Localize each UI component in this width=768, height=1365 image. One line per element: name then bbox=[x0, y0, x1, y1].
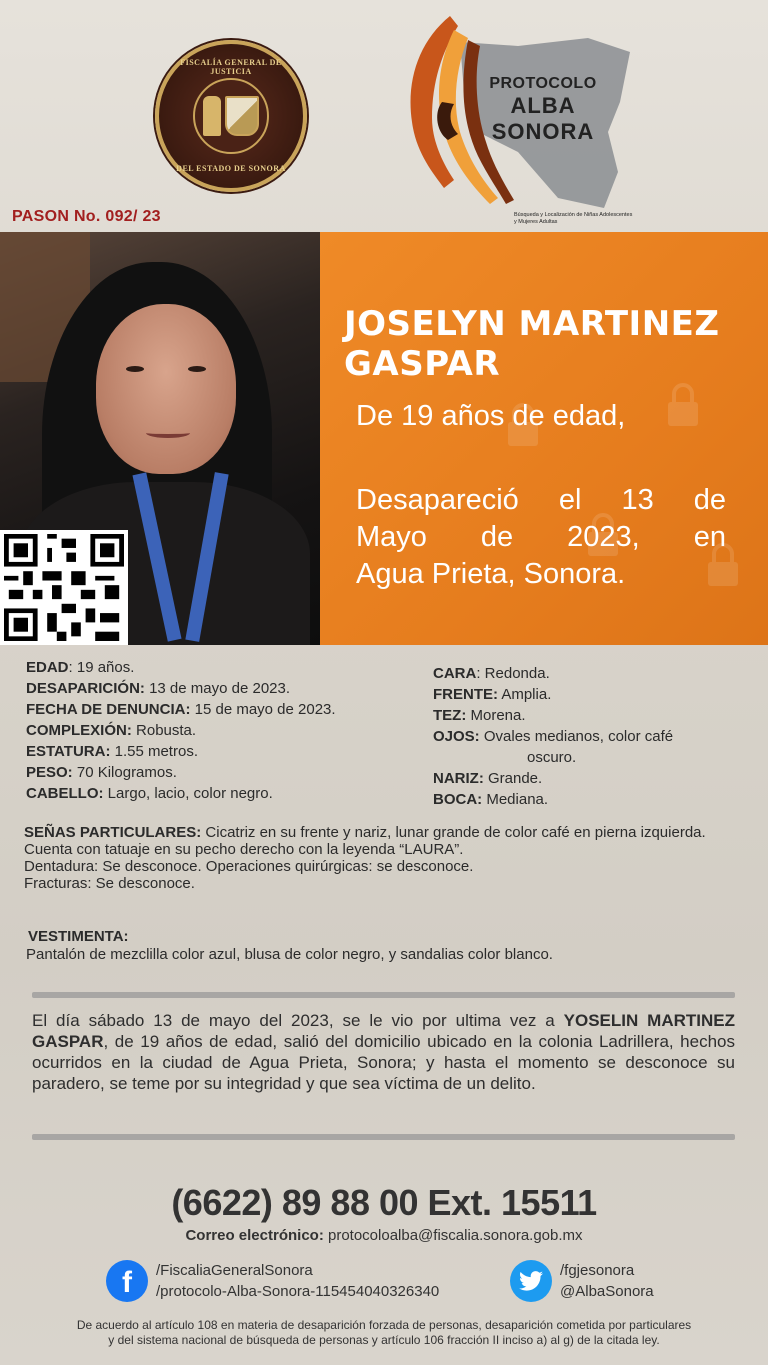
photo-eye-right bbox=[188, 366, 206, 372]
detail-boca bbox=[433, 789, 753, 810]
detail-value-continued: oscuro. bbox=[527, 749, 577, 766]
email-label: Correo electrónico: bbox=[185, 1227, 324, 1244]
qr-code[interactable] bbox=[0, 530, 128, 645]
contact-email[interactable] bbox=[0, 1227, 768, 1244]
detail-separator: : bbox=[68, 659, 77, 676]
info-panel bbox=[320, 232, 768, 645]
alba-subtitle: Búsqueda y Localización de Niñas Adolescentes y Mujeres Adultas bbox=[514, 212, 633, 225]
twitter-link-2[interactable]: @AlbaSonora bbox=[560, 1283, 654, 1300]
detail-label: TEZ: bbox=[433, 707, 467, 724]
detail-label: EDAD bbox=[26, 659, 69, 676]
detail-value: Ovales medianos, color café bbox=[479, 728, 674, 745]
detail-label: PESO: bbox=[26, 764, 73, 781]
alba-line-alba: ALBA bbox=[510, 93, 576, 119]
detail-row bbox=[26, 741, 426, 762]
details-right-column bbox=[433, 663, 753, 810]
story-part-2: , de 19 años de edad, salió del domicilio ubicado en la colonia Ladrillera, hechos ocurridos en la ciudad de Agua Prieta, Sonora; y hasta el momento se desconoce su paradero, se teme por su integridad y que sea víctima de un delito. bbox=[32, 1032, 735, 1093]
detail-value: 19 años. bbox=[76, 659, 135, 676]
vestimenta-text: Pantalón de mezclilla color azul, blusa de color negro, y sandalias color blanco. bbox=[26, 946, 553, 963]
detail-value: 70 Kilogramos. bbox=[76, 764, 177, 781]
photo-eye-left bbox=[126, 366, 144, 372]
protocolo-alba-logo bbox=[398, 12, 638, 232]
detail-label: NARIZ: bbox=[433, 770, 484, 787]
disappeared-text bbox=[356, 482, 726, 593]
twitter-links[interactable] bbox=[510, 1258, 740, 1308]
alba-line-protocolo: PROTOCOLO bbox=[489, 75, 597, 92]
alba-title bbox=[468, 75, 618, 144]
name-line-1: JOSELYN MARTINEZ bbox=[344, 304, 720, 344]
age-text: De 19 años de edad, bbox=[356, 400, 626, 432]
story-name: YOSELIN MARTINEZ GASPAR bbox=[32, 1011, 736, 1051]
detail-label: CABELLO: bbox=[26, 785, 104, 802]
facebook-link-1[interactable]: /FiscaliaGeneralSonora bbox=[156, 1262, 313, 1279]
divider-bottom bbox=[32, 1134, 735, 1140]
senas-text: Cicatriz en su frente y nariz, lunar grande de color café en pierna izquierda. Cuenta con tatuaje en su pecho derecho con la leyenda “LAURA”. bbox=[24, 824, 706, 858]
senas-paragraph bbox=[24, 824, 744, 858]
detail-label: ESTATURA: bbox=[26, 743, 111, 760]
detail-row bbox=[26, 783, 426, 804]
detail-label: BOCA: bbox=[433, 791, 483, 808]
detail-value: Largo, lacio, color negro. bbox=[107, 785, 273, 802]
detail-row bbox=[26, 657, 426, 678]
twitter-link-1[interactable]: /fgjesonora bbox=[560, 1262, 635, 1279]
facebook-link-2[interactable]: /protocolo-Alba-Sonora-115454040326340 bbox=[156, 1283, 440, 1300]
detail-label: FRENTE: bbox=[433, 686, 498, 703]
incident-description bbox=[32, 1010, 735, 1094]
detail-row bbox=[26, 678, 426, 699]
twitter-bird-icon bbox=[519, 1270, 543, 1292]
details-left-column bbox=[26, 657, 426, 804]
facebook-icon[interactable]: f bbox=[106, 1260, 148, 1302]
detail-value: Mediana. bbox=[482, 791, 549, 808]
pason-number: PASON No. 092/ 23 bbox=[12, 208, 161, 225]
detail-row bbox=[26, 720, 426, 741]
twitter-handles bbox=[560, 1260, 654, 1302]
facebook-links[interactable] bbox=[106, 1258, 506, 1308]
fiscalia-seal-logo bbox=[155, 40, 307, 192]
detail-cara bbox=[433, 663, 753, 684]
detail-value: 1.55 metros. bbox=[114, 743, 198, 760]
contact-phone[interactable]: (6622) 89 88 00 Ext. 15511 bbox=[171, 1182, 597, 1223]
detail-value: 13 de mayo de 2023. bbox=[149, 680, 291, 697]
dentadura-text: Dentadura: Se desconoce. Operaciones quirúrgicas: se desconoce. bbox=[24, 858, 474, 875]
qr-code-icon bbox=[4, 534, 124, 641]
name-line-2: GASPAR bbox=[344, 344, 500, 385]
legal-line-2: y del sistema nacional de búsqueda de personas y artículo 106 fracción II inciso a) al g) de la citada ley. bbox=[108, 1333, 660, 1347]
disappeared-line-3: Agua Prieta, Sonora. bbox=[356, 558, 626, 591]
detail-tez bbox=[433, 705, 753, 726]
photo-mouth bbox=[146, 428, 190, 438]
legal-line-1: De acuerdo al artículo 108 en materia de desaparición forzada de personas, desaparición cometida por particulares bbox=[76, 1318, 692, 1332]
twitter-icon[interactable] bbox=[510, 1260, 552, 1302]
sonora-shield-icon bbox=[225, 96, 259, 136]
detail-nariz bbox=[433, 768, 753, 789]
disappeared-line-1: Desapareció el 13 de bbox=[356, 484, 726, 516]
detail-row bbox=[26, 699, 426, 720]
detail-label: CARA bbox=[433, 665, 477, 682]
detail-value: Amplia. bbox=[498, 686, 552, 703]
detail-value: Grande. bbox=[483, 770, 543, 787]
detail-frente bbox=[433, 684, 753, 705]
disappeared-line-2: Mayo de 2023, en bbox=[356, 521, 726, 554]
photo-face bbox=[96, 304, 236, 474]
detail-value: 15 de mayo de 2023. bbox=[194, 701, 336, 718]
person-name bbox=[344, 304, 764, 384]
fracturas-text: Fracturas: Se desconoce. bbox=[24, 875, 195, 892]
clothing-section bbox=[28, 928, 748, 964]
detail-ojos bbox=[433, 726, 753, 768]
particular-marks bbox=[24, 824, 744, 892]
legal-notice bbox=[12, 1318, 756, 1348]
facebook-handles bbox=[156, 1260, 439, 1302]
justice-figure-icon bbox=[203, 96, 221, 136]
detail-label: DESAPARICIÓN: bbox=[26, 680, 145, 697]
detail-value: Morena. bbox=[466, 707, 526, 724]
seal-top-text: FISCALÍA GENERAL DE JUSTICIA bbox=[180, 58, 282, 76]
detail-row bbox=[26, 762, 426, 783]
detail-value: Robusta. bbox=[136, 722, 197, 739]
vestimenta-label: VESTIMENTA: bbox=[28, 928, 129, 945]
seal-bottom-text: DEL ESTADO DE SONORA bbox=[176, 164, 286, 173]
detail-label: OJOS: bbox=[433, 728, 480, 745]
divider-top bbox=[32, 992, 735, 998]
header bbox=[0, 0, 768, 232]
email-address[interactable]: protocoloalba@fiscalia.sonora.gob.mx bbox=[323, 1227, 583, 1244]
story-part-1: El día sábado 13 de mayo del 2023, se le vio por ultima vez a bbox=[32, 1011, 564, 1030]
senas-label: SEÑAS PARTICULARES: bbox=[24, 824, 202, 841]
alba-line-sonora: SONORA bbox=[491, 118, 595, 144]
detail-value: : Redonda. bbox=[476, 665, 550, 682]
detail-label: FECHA DE DENUNCIA: bbox=[26, 701, 191, 718]
detail-label: COMPLEXIÓN: bbox=[26, 722, 132, 739]
